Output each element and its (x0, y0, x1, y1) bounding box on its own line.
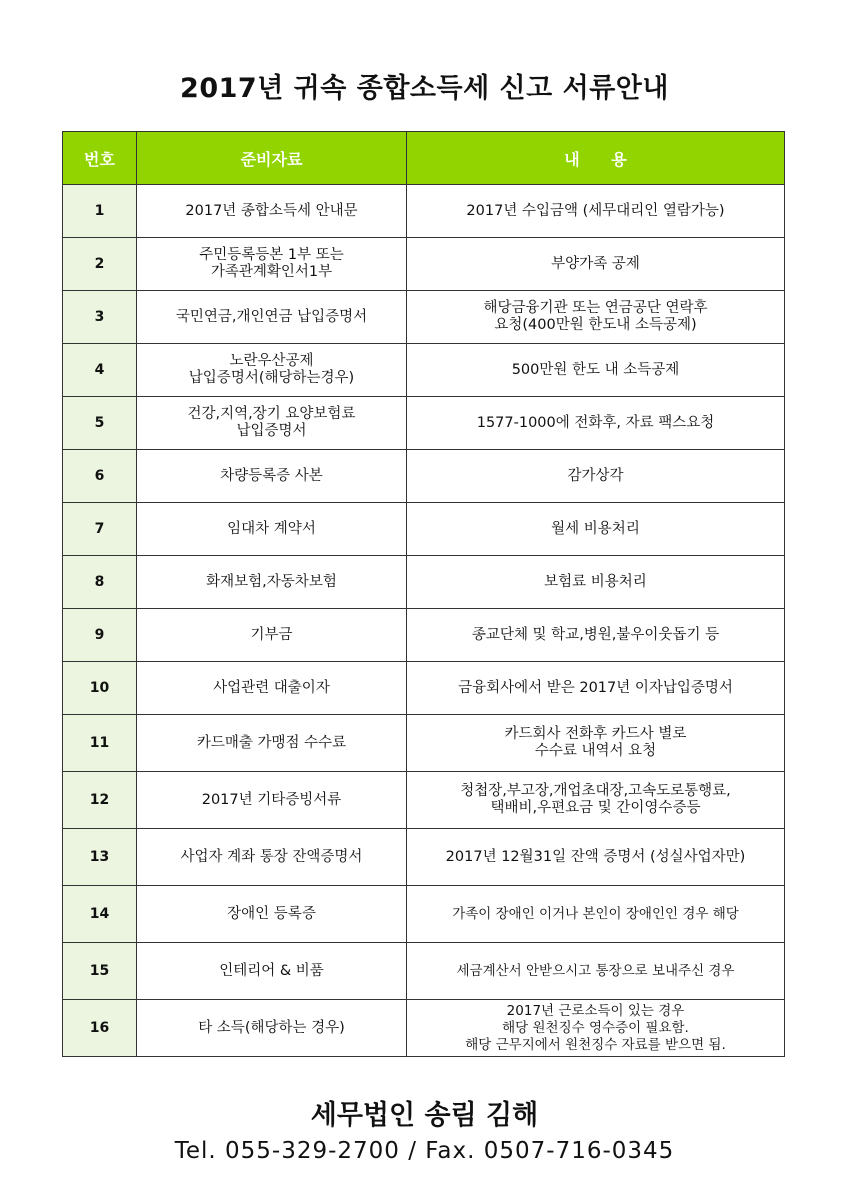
row-content (407, 450, 785, 503)
row-content (407, 943, 785, 1000)
row-number: 9 (63, 609, 137, 662)
materials-line: 타 소득(해당하는 경우) (198, 1019, 345, 1036)
row-materials (137, 609, 407, 662)
row-content (407, 238, 785, 291)
table-row (63, 238, 785, 291)
content-line: 부양가족 공제 (551, 255, 640, 272)
row-number: 14 (63, 886, 137, 943)
row-number: 6 (63, 450, 137, 503)
materials-line: 사업자 계좌 통장 잔액증명서 (180, 848, 363, 865)
table-row (63, 886, 785, 943)
row-number: 15 (63, 943, 137, 1000)
materials-line: 국민연금,개인연금 납입증명서 (175, 308, 368, 325)
table-row (63, 829, 785, 886)
table-row (63, 772, 785, 829)
row-materials (137, 238, 407, 291)
content-line: 청첩장,부고장,개업초대장,고속도로통행료, (460, 783, 731, 799)
materials-line: 임대차 계약서 (227, 520, 316, 537)
row-materials (137, 344, 407, 397)
content-line: 2017년 수입금액 (세무대리인 열람가능) (466, 202, 725, 219)
content-line: 가족이 장애인 이거나 본인이 장애인인 경우 해당 (452, 905, 739, 922)
row-materials (137, 772, 407, 829)
content-line: 500만원 한도 내 소득공제 (511, 361, 680, 378)
row-content (407, 609, 785, 662)
content-line: 요청(400만원 한도내 소득공제) (494, 317, 697, 333)
table-body (63, 185, 785, 1057)
materials-line: 주민등록등본 1부 또는 (199, 247, 344, 263)
row-materials (137, 1000, 407, 1057)
row-materials (137, 185, 407, 238)
content-line: 감가상각 (567, 467, 624, 484)
row-number: 7 (63, 503, 137, 556)
row-content (407, 662, 785, 715)
materials-line: 노란우산공제 (229, 353, 314, 369)
materials-line: 납입증명서(해당하는경우) (188, 370, 355, 386)
row-content (407, 715, 785, 772)
table-row (63, 344, 785, 397)
content-line: 택배비,우편요금 및 간이영수증등 (490, 800, 701, 816)
row-number: 11 (63, 715, 137, 772)
content-line: 보험료 비용처리 (544, 573, 647, 590)
row-number: 12 (63, 772, 137, 829)
row-content (407, 185, 785, 238)
table-row (63, 291, 785, 344)
row-content (407, 1000, 785, 1057)
header-materials: 준비자료 (137, 132, 407, 185)
materials-line: 사업관련 대출이자 (213, 679, 330, 696)
contact-info: Tel. 055-329-2700 / Fax. 0507-716-0345 (174, 1138, 675, 1164)
content-line: 수수료 내역서 요청 (534, 743, 657, 759)
row-number: 2 (63, 238, 137, 291)
materials-line: 가족관계확인서1부 (210, 264, 333, 280)
table-row (63, 662, 785, 715)
table-row (63, 450, 785, 503)
row-content (407, 772, 785, 829)
content-line: 세금계산서 안받으시고 통장으로 보내주신 경우 (456, 962, 735, 979)
row-materials (137, 715, 407, 772)
content-line: 2017년 12월31일 잔액 증명서 (성실사업자만) (445, 848, 746, 865)
content-line: 종교단체 및 학교,병원,불우이웃돕기 등 (471, 626, 720, 643)
materials-line: 건강,지역,장기 요양보험료 (187, 406, 356, 422)
content-line: 1577-1000에 전화후, 자료 팩스요청 (476, 414, 715, 431)
table-row (63, 609, 785, 662)
company-name: 세무법인 송림 김해 (310, 1100, 539, 1131)
content-line: 월세 비용처리 (551, 520, 640, 537)
row-content (407, 344, 785, 397)
row-materials (137, 943, 407, 1000)
row-number: 8 (63, 556, 137, 609)
materials-line: 카드매출 가맹점 수수료 (196, 734, 347, 751)
content-line: 해당 근무지에서 원천징수 자료를 받으면 됨. (465, 1036, 726, 1053)
row-number: 4 (63, 344, 137, 397)
row-materials (137, 397, 407, 450)
materials-line: 2017년 기타증빙서류 (201, 791, 342, 808)
content-line: 금융회사에서 받은 2017년 이자납입증명서 (458, 679, 733, 696)
row-materials (137, 291, 407, 344)
row-materials (137, 886, 407, 943)
content-line: 카드회사 전화후 카드사 별로 (504, 726, 687, 742)
table-row (63, 1000, 785, 1057)
row-number: 1 (63, 185, 137, 238)
materials-line: 인테리어 & 비품 (219, 962, 324, 979)
table-row (63, 943, 785, 1000)
row-content (407, 556, 785, 609)
row-number: 3 (63, 291, 137, 344)
page-title: 2017년 귀속 종합소득세 신고 서류안내 (180, 73, 669, 104)
row-materials (137, 829, 407, 886)
row-content (407, 291, 785, 344)
row-materials (137, 556, 407, 609)
header-number: 번호 (63, 132, 137, 185)
row-content (407, 503, 785, 556)
materials-line: 기부금 (250, 626, 293, 643)
row-content (407, 397, 785, 450)
table-row (63, 503, 785, 556)
row-materials (137, 503, 407, 556)
table-row (63, 397, 785, 450)
content-line: 해당 원천징수 영수증이 필요함. (502, 1019, 689, 1036)
materials-line: 2017년 종합소득세 안내문 (185, 202, 358, 219)
materials-line: 화재보험,자동차보험 (206, 573, 337, 590)
materials-line: 차량등록증 사본 (220, 467, 323, 484)
row-number: 5 (63, 397, 137, 450)
row-number: 10 (63, 662, 137, 715)
materials-line: 납입증명서 (236, 423, 307, 439)
row-materials (137, 450, 407, 503)
content-line: 2017년 근로소득이 있는 경우 (506, 1002, 685, 1019)
row-materials (137, 662, 407, 715)
documents-table (62, 131, 785, 1057)
table-row (63, 715, 785, 772)
table-row (63, 556, 785, 609)
row-content (407, 886, 785, 943)
content-line: 해당금융기관 또는 연금공단 연락후 (483, 300, 708, 316)
row-number: 16 (63, 1000, 137, 1057)
row-number: 13 (63, 829, 137, 886)
materials-line: 장애인 등록증 (227, 905, 316, 922)
table-header-row (63, 132, 785, 185)
header-content: 내 용 (407, 132, 785, 185)
row-content (407, 829, 785, 886)
table-row (63, 185, 785, 238)
